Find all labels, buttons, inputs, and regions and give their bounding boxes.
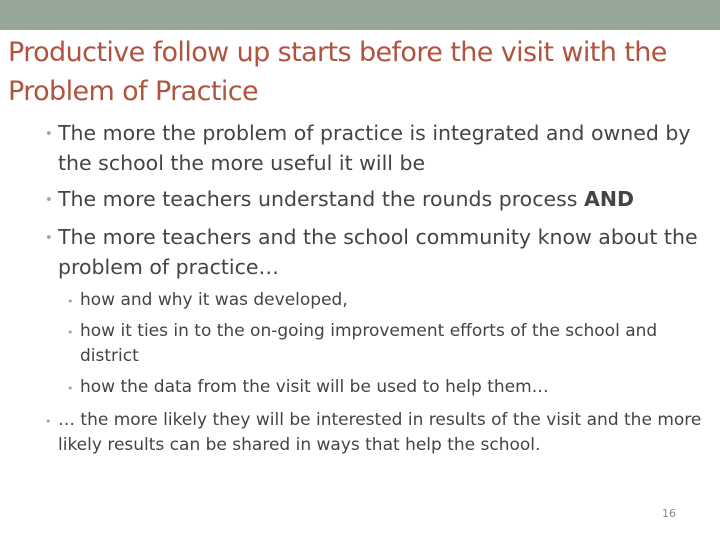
bullet-item bbox=[45, 118, 708, 178]
sub-bullet-item bbox=[67, 288, 710, 313]
bullet-item bbox=[45, 222, 708, 282]
slide-title: Productive follow up starts before the visit with the Problem of Practice bbox=[8, 37, 667, 107]
bullet-icon: • bbox=[45, 415, 52, 428]
sub-bullet-item bbox=[67, 375, 710, 400]
bullet-icon: • bbox=[45, 127, 53, 142]
bullet-icon: • bbox=[45, 193, 53, 208]
bullet-icon: • bbox=[67, 326, 74, 339]
bullet-icon: • bbox=[45, 231, 53, 246]
sub-bullet-text: how it ties in to the on-going improvement efforts of the school and district bbox=[80, 321, 658, 366]
bullet-text: The more teachers understand the rounds process bbox=[58, 187, 584, 211]
closing-bullet-text: … the more likely they will be interested in results of the visit and the more likely results can be shared in ways that help the school. bbox=[58, 410, 702, 455]
sub-bullet-item bbox=[67, 319, 710, 369]
closing-bullet-item bbox=[45, 408, 708, 458]
sub-bullet-text: how and why it was developed, bbox=[80, 290, 348, 310]
page-number: 16 bbox=[662, 507, 676, 520]
header-band bbox=[0, 0, 720, 30]
bullet-item bbox=[45, 184, 708, 214]
bullet-text: The more the problem of practice is integrated and owned by the school the more useful it will be bbox=[58, 121, 691, 175]
bullet-text: The more teachers and the school community know about the problem of practice… bbox=[58, 225, 698, 279]
bullet-emphasis: AND bbox=[583, 187, 635, 211]
bullet-icon: • bbox=[67, 295, 74, 308]
bullet-icon: • bbox=[67, 382, 74, 395]
sub-bullet-text: how the data from the visit will be used to help them… bbox=[80, 377, 549, 397]
